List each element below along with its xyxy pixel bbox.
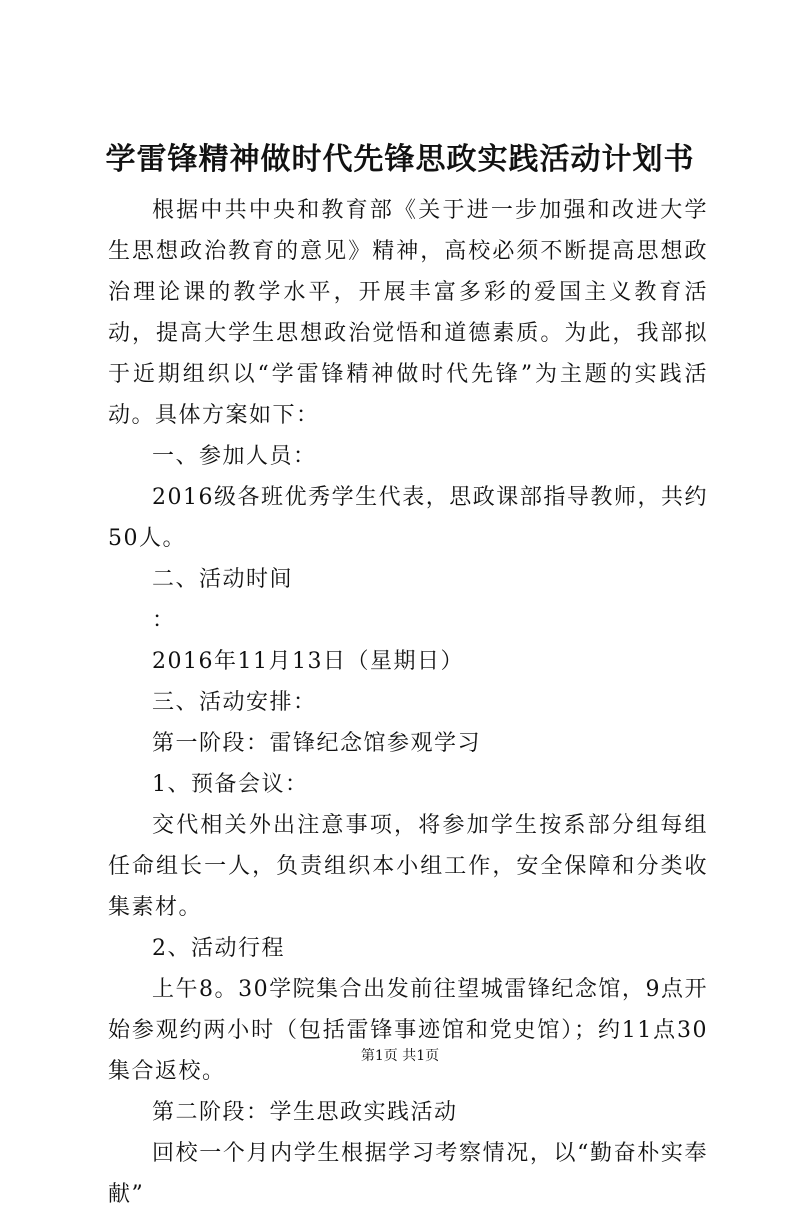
paragraph-intro: 根据中共中央和教育部《关于进一步加强和改进大学生思想政治教育的意见》精神，高校必须不断提高思想政治理论课的教学水平，开展丰富多彩的爱国主义教育活动，提高大学生思想政治觉悟和道德素质。为此，我部拟于近期组织以“学雷锋精神做时代先锋”为主题的实践活动。具体方案如下： — [108, 198, 708, 428]
paragraph-participants: 2016级各班优秀学生代表，思政课部指导教师，共约50人。 — [108, 485, 708, 551]
heading-arrangement: 三、活动安排： — [152, 690, 317, 715]
heading-participants: 一、参加人员： — [152, 444, 317, 469]
document-title: 学雷锋精神做时代先锋思政实践活动计划书 — [105, 142, 695, 177]
heading-itinerary: 2、活动行程 — [152, 936, 285, 961]
paragraph-date: 2016年11月13日（星期日） — [152, 649, 464, 674]
paragraph-stage-two: 回校一个月内学生根据学习考察情况，以“勤奋朴实奉献” — [108, 1141, 708, 1207]
paragraph-itinerary: 上午8。30学院集合出发前往望城雷锋纪念馆，9点开始参观约两小时（包括雷锋事迹馆和党史馆）；约11点30集合返校。 — [108, 977, 708, 1084]
paragraph-colon: ： — [152, 608, 176, 633]
heading-preparation-meeting: 1、预备会议： — [152, 772, 309, 797]
heading-stage-two: 第二阶段：学生思政实践活动 — [152, 1100, 458, 1125]
paragraph-preparation: 交代相关外出注意事项，将参加学生按系部分组每组任命组长一人，负责组织本小组工作，安全保障和分类收集素材。 — [108, 813, 708, 920]
heading-time: 二、活动时间 — [152, 567, 294, 592]
heading-stage-one: 第一阶段：雷锋纪念馆参观学习 — [152, 731, 482, 756]
page-number-footer: 第1页 共1页 — [360, 1048, 440, 1064]
